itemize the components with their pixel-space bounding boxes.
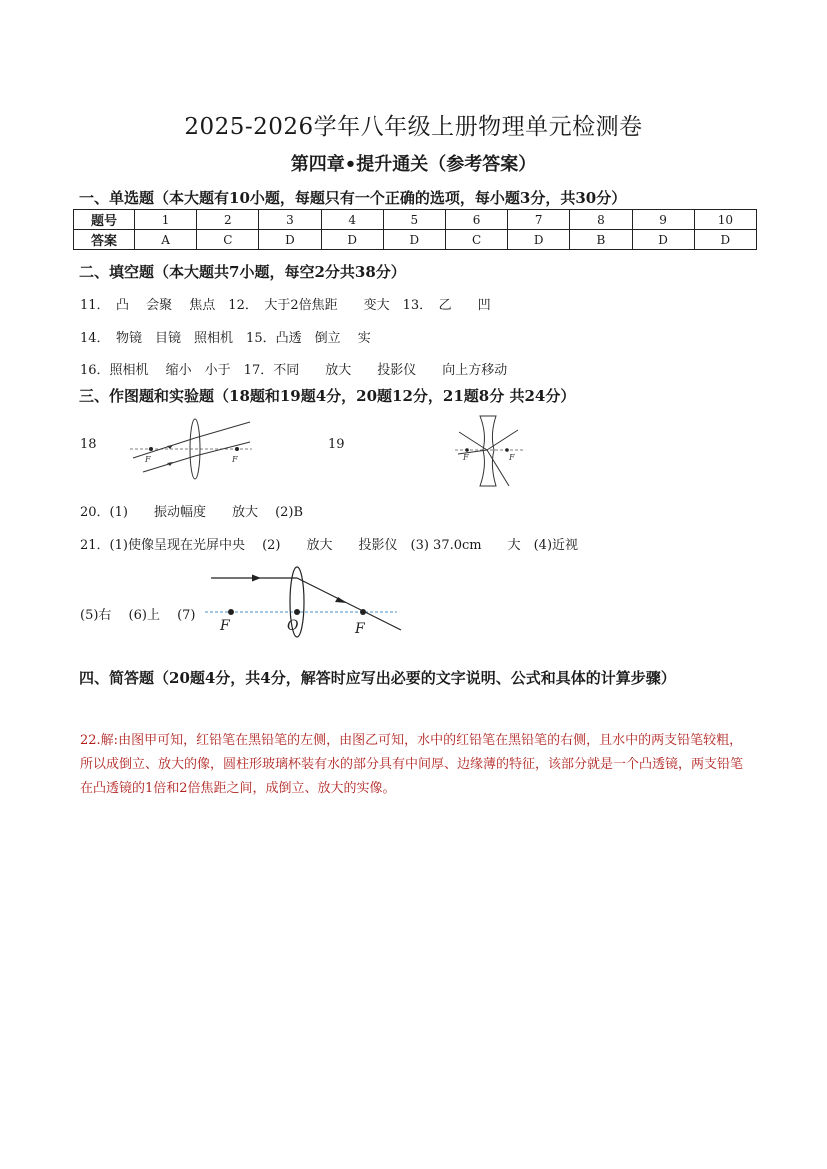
page-title: 2025-2026学年八年级上册物理单元检测卷 [184, 114, 643, 140]
table-cell: 9 [632, 210, 694, 230]
answer-table [73, 209, 757, 250]
section3-heading: 三、作图题和实验题（18题和19题4分，20题12分，21题8分 共24分） [79, 387, 576, 405]
section1-heading: 一、单选题（本大题有10小题，每题只有一个正确的选项，每小题3分，共30分） [79, 189, 627, 207]
table-cell: C [445, 230, 507, 250]
q22-prefix: 22.解: [80, 733, 119, 748]
table-cell: D [508, 230, 570, 250]
q19-concave-lens-diagram [453, 414, 525, 490]
q22-text: 由图甲可知，红铅笔在黑铅笔的左侧，由图乙可知，水中的红铅笔在黑铅笔的右侧，且水中的两支铅笔较粗，所以成倒立、放大的像，圆柱形玻璃杯装有水的部分具有中间厚、边缘薄的特征，该部分就是一个凸透镜，两支铅笔在凸透镜的1倍和2倍焦距之间，成倒立、放大的实像。 [80, 733, 744, 796]
table-cell: 1 [135, 210, 197, 230]
page-subtitle: 第四章•提升通关（参考答案） [290, 154, 537, 175]
fill-answers-line-3: 16．照相机 缩小 小于 17．不同 放大 投影仪 向上方移动 [80, 363, 508, 378]
q19-right-focus-label: F [509, 453, 515, 462]
q21-left-focus-label: F [220, 618, 230, 634]
table-cell: 5 [383, 210, 445, 230]
table-cell: 2 [197, 210, 259, 230]
table-cell: D [694, 230, 756, 250]
table-row-numbers [74, 210, 757, 230]
q19-label: 19 [328, 437, 345, 452]
q18-label: 18 [80, 437, 97, 452]
table-cell: D [321, 230, 383, 250]
table-cell: 4 [321, 210, 383, 230]
table-cell: D [632, 230, 694, 250]
table-header-answer: 答案 [74, 230, 135, 250]
table-cell: D [259, 230, 321, 250]
table-cell: 7 [508, 210, 570, 230]
q18-convex-lens-diagram [125, 418, 255, 480]
table-header-number: 题号 [74, 210, 135, 230]
q20-answer: 20．(1) 振动幅度 放大 (2)B [80, 505, 304, 520]
q18-right-focus-label: F [232, 455, 238, 464]
table-cell: 6 [445, 210, 507, 230]
table-cell: A [135, 230, 197, 250]
q21-answer-continued: (5)右 (6)上 (7) [80, 608, 196, 623]
q21-right-focus-label: F [355, 621, 365, 637]
table-cell: 3 [259, 210, 321, 230]
table-cell: 10 [694, 210, 756, 230]
q18-left-focus-label: F [145, 455, 151, 464]
table-cell: C [197, 230, 259, 250]
q21-answer: 21．(1)使像呈现在光屏中央 (2) 放大 投影仪 (3) 37.0cm 大 (4)近视 [80, 538, 579, 553]
table-row-answers [74, 230, 757, 250]
section4-heading: 四、简答题（20题4分，共4分，解答时应写出必要的文字说明、公式和具体的计算步骤） [79, 669, 676, 687]
q22-answer [80, 729, 752, 801]
q21-ray-diagram [205, 566, 405, 638]
table-cell: B [570, 230, 632, 250]
fill-answers-line-1: 11． 凸 会聚 焦点 12． 大于2倍焦距 变大 13． 乙 凹 [80, 298, 491, 313]
q19-left-focus-label: F [463, 453, 469, 462]
q21-optical-center-label: O [287, 618, 299, 634]
table-cell: D [383, 230, 445, 250]
table-cell: 8 [570, 210, 632, 230]
section2-heading: 二、填空题（本大题共7小题，每空2分共38分） [79, 263, 406, 281]
fill-answers-line-2: 14． 物镜 目镜 照相机 15．凸透 倒立 实 [80, 331, 371, 346]
